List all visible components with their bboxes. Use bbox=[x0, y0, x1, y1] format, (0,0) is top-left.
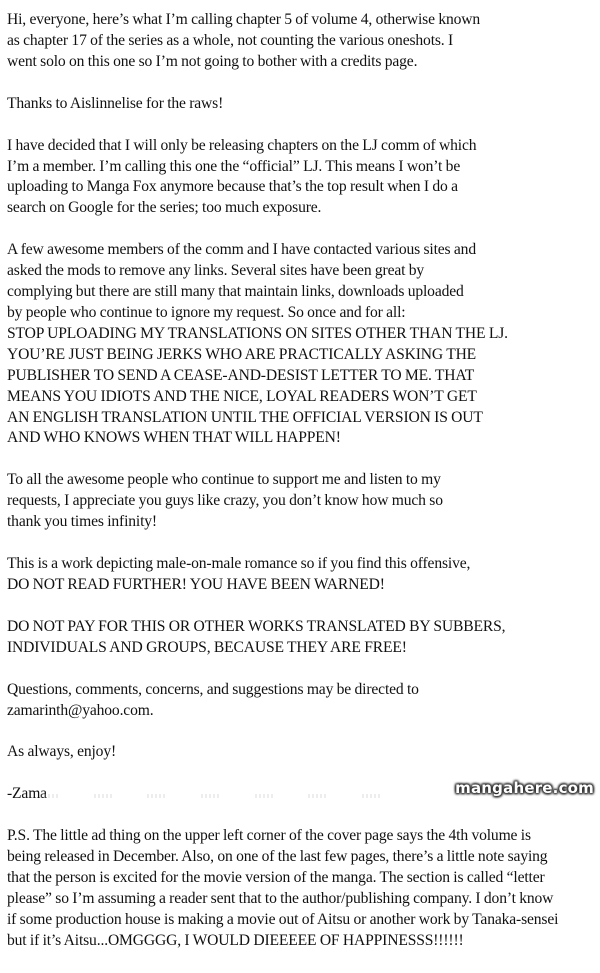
text-line: I have decided that I will only be releasing chapters on the LJ comm of which bbox=[7, 136, 477, 154]
text-line: MEANS YOU IDIOTS AND THE NICE, LOYAL READERS WON’T GET bbox=[7, 387, 477, 405]
text-line: AN ENGLISH TRANSLATION UNTIL THE OFFICIAL VERSION IS OUT bbox=[7, 408, 483, 426]
text-line: requests, I appreciate you guys like crazy, you don’t know how much so bbox=[7, 492, 443, 510]
text-line: that the person is excited for the movie version of the manga. The section is called “letter bbox=[7, 869, 545, 887]
site-watermark: mangahere.com bbox=[455, 779, 594, 797]
text-line: uploading to Manga Fox anymore because that’s the top result when I do a bbox=[7, 178, 458, 196]
paragraph bbox=[7, 10, 597, 73]
text-line: thank you times infinity! bbox=[7, 513, 157, 531]
text-line: A few awesome members of the comm and I have contacted various sites and bbox=[7, 241, 476, 259]
notes-body bbox=[7, 10, 597, 952]
text-line: being released in December. Also, on one of the last few pages, there’s a little note saying bbox=[7, 848, 548, 866]
text-line: Thanks to Aislinnelise for the raws! bbox=[7, 94, 224, 112]
text-line: complying but there are still many that maintain links, downloads uploaded bbox=[7, 283, 464, 301]
paragraph bbox=[7, 617, 597, 659]
text-line: DO NOT PAY FOR THIS OR OTHER WORKS TRANSLATED BY SUBBERS, bbox=[7, 617, 506, 635]
text-line: please” so I’m assuming a reader sent that to the author/publishing company. I don’t know bbox=[7, 890, 554, 907]
text-line: if some production house is making a movie out of Aitsu or another work by Tanaka-sensei bbox=[7, 910, 559, 928]
text-line: Questions, comments, concerns, and suggestions may be directed to bbox=[7, 680, 419, 698]
text-line: YOU’RE JUST BEING JERKS WHO ARE PRACTICALLY ASKING THE bbox=[7, 345, 477, 363]
text-line: as chapter 17 of the series as a whole, not counting the various oneshots. I bbox=[7, 31, 454, 49]
artifact-mark bbox=[94, 794, 112, 798]
text-line: by people who continue to ignore my request. So once and for all: bbox=[7, 303, 406, 321]
paragraph bbox=[7, 680, 597, 722]
artifact-mark bbox=[308, 794, 326, 798]
artifact-mark bbox=[362, 794, 380, 798]
text-line: INDIVIDUALS AND GROUPS, BECAUSE THEY ARE FREE! bbox=[7, 638, 407, 656]
paragraph bbox=[7, 470, 597, 533]
paragraph bbox=[7, 742, 597, 763]
text-line: search on Google for the series; too much exposure. bbox=[7, 199, 322, 217]
artifact-mark bbox=[255, 794, 273, 798]
paragraph bbox=[7, 826, 597, 951]
text-line: asked the mods to remove any links. Several sites have been great by bbox=[7, 262, 425, 280]
text-line: went solo on this one so I’m not going to bother with a credits page. bbox=[7, 52, 418, 70]
faint-scan-artifacts bbox=[40, 794, 380, 802]
artifact-mark bbox=[201, 794, 219, 798]
text-line: -Zama bbox=[7, 785, 47, 803]
paragraph bbox=[7, 136, 597, 220]
translator-notes-page bbox=[7, 10, 597, 973]
paragraph bbox=[7, 554, 597, 596]
text-line: zamarinth@yahoo.com. bbox=[7, 701, 154, 719]
text-line: I’m a member. I’m calling this one the “official” LJ. This means I won’t be bbox=[7, 157, 461, 175]
artifact-mark bbox=[147, 794, 165, 798]
paragraph bbox=[7, 240, 597, 449]
text-line: To all the awesome people who continue to support me and listen to my bbox=[7, 471, 441, 489]
text-line: AND WHO KNOWS WHEN THAT WILL HAPPEN! bbox=[7, 429, 341, 447]
text-line: but if it’s Aitsu...OMGGGG, I WOULD DIEEEEE OF HAPPINESSS!!!!!! bbox=[7, 931, 464, 949]
paragraph bbox=[7, 94, 597, 115]
text-line: STOP UPLOADING MY TRANSLATIONS ON SITES OTHER THAN THE LJ. bbox=[7, 324, 508, 342]
artifact-mark bbox=[40, 794, 58, 798]
text-line: This is a work depicting male-on-male romance so if you find this offensive, bbox=[7, 555, 471, 573]
text-line: P.S. The little ad thing on the upper left corner of the cover page says the 4th volume is bbox=[7, 827, 531, 845]
text-line: PUBLISHER TO SEND A CEASE-AND-DESIST LETTER TO ME. THAT bbox=[7, 366, 475, 384]
text-line: DO NOT READ FURTHER! YOU HAVE BEEN WARNED! bbox=[7, 575, 385, 593]
text-line: As always, enjoy! bbox=[7, 743, 117, 761]
text-line: Hi, everyone, here’s what I’m calling chapter 5 of volume 4, otherwise known bbox=[7, 11, 481, 28]
